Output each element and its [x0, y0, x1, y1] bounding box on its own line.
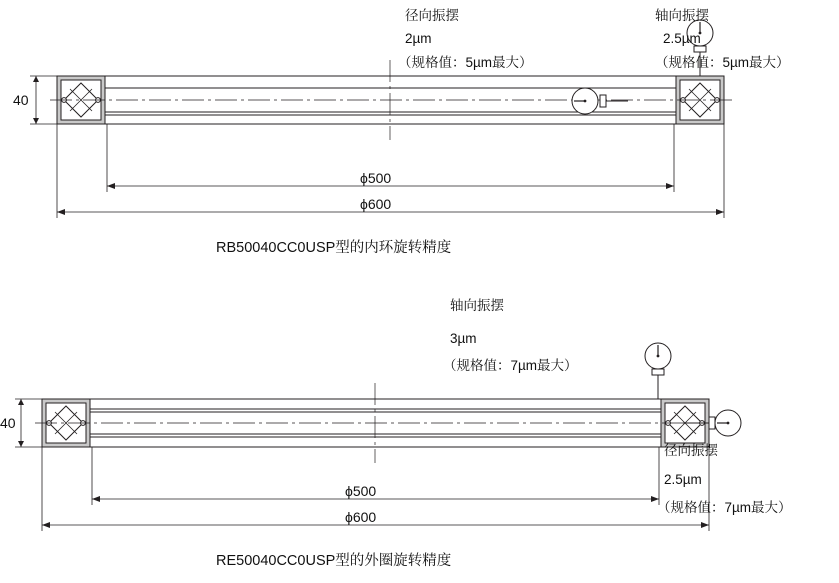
re-height-label: 40	[0, 415, 16, 431]
rb-outer-diameter-label: ϕ600	[360, 196, 392, 212]
re-axial-spec: （规格值：7µm最大）	[443, 358, 578, 373]
re-axial-title: 轴向振摆	[450, 298, 504, 313]
re-axial-value: 3µm	[450, 331, 477, 346]
re-inner-diameter-label: ϕ500	[345, 483, 377, 499]
rb-bearing-assembly	[50, 60, 732, 140]
rb-inner-diameter-label: ϕ500	[360, 170, 392, 186]
rb-radial-value: 2µm	[405, 31, 432, 46]
rb-axial-value: 2.5µm	[663, 31, 701, 46]
re-radial-title: 径向振摆	[664, 443, 718, 458]
rb-axial-title: 轴向振摆	[655, 8, 709, 23]
rb-height-label: 40	[13, 92, 29, 108]
rb-axial-spec: （规格值：5µm最大）	[655, 55, 790, 70]
rb-radial-spec: （规格值：5µm最大）	[398, 55, 533, 70]
re-radial-value: 2.5µm	[664, 472, 702, 487]
re-outer-diameter-label: ϕ600	[345, 509, 377, 525]
rb-radial-title: 径向振摆	[405, 8, 459, 23]
re-radial-spec: （规格值：7µm最大）	[657, 500, 792, 515]
re-figure-caption: RE50040CC0USP型的外圈旋转精度	[216, 553, 452, 569]
re-bearing-assembly	[35, 383, 717, 463]
rb-figure-caption: RB50040CC0USP型的内环旋转精度	[216, 240, 452, 256]
re-axial-dial-gauge-icon	[645, 343, 671, 399]
